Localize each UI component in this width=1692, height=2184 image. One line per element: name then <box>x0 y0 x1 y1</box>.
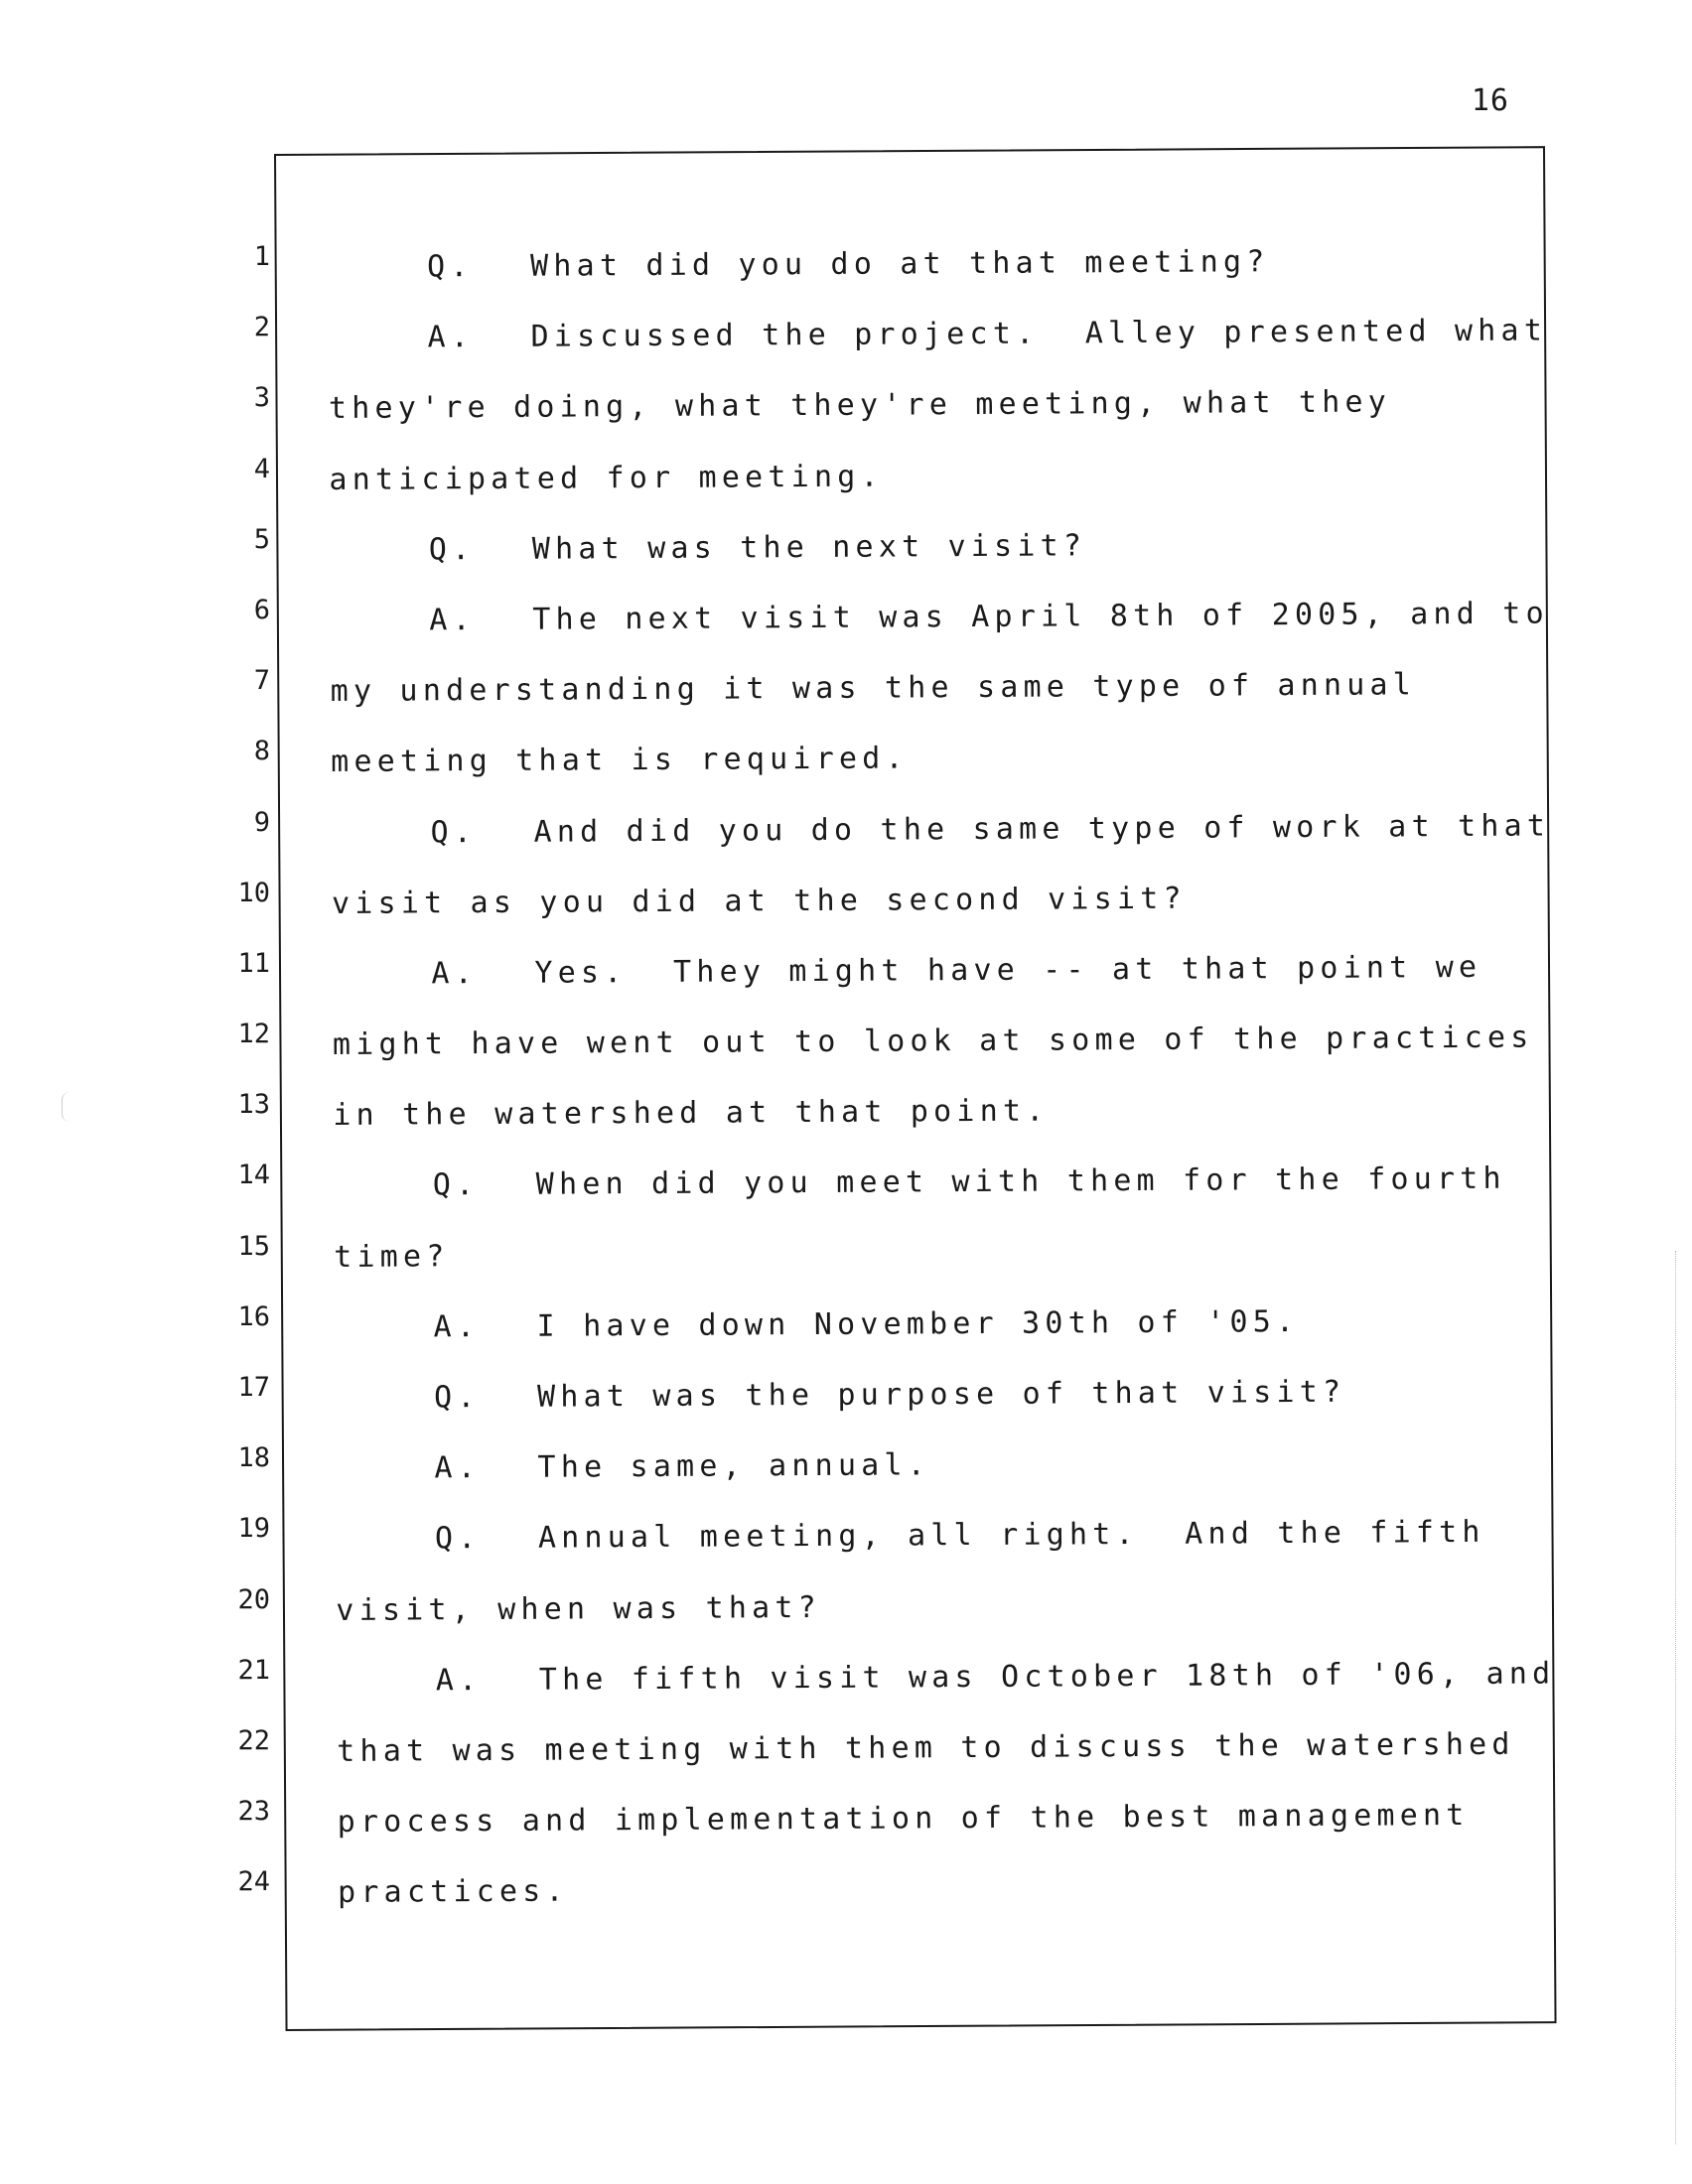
speaker-label: A. <box>427 320 475 355</box>
transcript-line <box>338 1868 1529 1947</box>
speaker-label: Q. <box>433 1380 481 1416</box>
transcript-line <box>332 1020 1534 1099</box>
line-text: What was the next visit? <box>531 528 1087 567</box>
speaker-label: Q. <box>434 1521 482 1557</box>
speaker-label: Q. <box>432 1167 480 1203</box>
line-text: I have down November 30th of '05. <box>536 1303 1300 1344</box>
line-text: that was meeting with them to discuss the watershed <box>337 1726 1515 1769</box>
line-number: 7 <box>253 665 270 697</box>
line-text: What did you do at that meeting? <box>529 244 1270 284</box>
line-number: 10 <box>237 877 270 908</box>
line-number: 14 <box>237 1160 270 1191</box>
line-number: 4 <box>253 453 270 484</box>
line-text: they're doing, what they're meeting, what they <box>328 384 1392 427</box>
line-text: visit as you did at the second visit? <box>331 881 1187 921</box>
transcript-body <box>328 243 1556 1947</box>
transcript-line <box>330 596 1549 675</box>
speaker-label: Q. <box>430 814 478 850</box>
transcript-line <box>331 667 1522 746</box>
line-number: 18 <box>237 1442 270 1474</box>
line-number: 1 <box>253 241 270 272</box>
transcript-line <box>334 1161 1525 1240</box>
line-text: time? <box>334 1238 450 1275</box>
scan-edge-mark <box>1675 1251 1678 2144</box>
line-text: When did you meet with them for the fourth <box>535 1161 1506 1203</box>
line-text: Annual meeting, all right. And the fifth <box>537 1515 1485 1557</box>
transcript-line <box>332 950 1523 1028</box>
line-number: 12 <box>237 1019 270 1050</box>
transcript-line <box>330 525 1521 604</box>
page-number: 16 <box>1471 83 1509 118</box>
transcript-line <box>335 1374 1526 1452</box>
transcript-line <box>337 1727 1528 1806</box>
transcript-line <box>335 1444 1526 1523</box>
line-number: 2 <box>253 312 270 343</box>
line-number: 22 <box>237 1724 270 1756</box>
speaker-label: Q. <box>428 531 476 568</box>
line-number: 3 <box>253 382 270 414</box>
transcript-line <box>331 807 1551 887</box>
line-text: visit, when was that? <box>336 1589 821 1628</box>
line-text: might have went out to look at some of the practices <box>332 1020 1534 1063</box>
line-text: And did you do the same type of work at that <box>533 807 1551 850</box>
line-text: process and implementation of the best management <box>337 1798 1470 1841</box>
line-number: 23 <box>237 1796 270 1828</box>
transcript-line <box>335 1302 1526 1381</box>
transcript-line <box>333 1091 1524 1169</box>
line-number: 20 <box>237 1583 270 1615</box>
transcript-line <box>331 738 1522 816</box>
line-text: Yes. They might have -- at that point we <box>534 949 1482 991</box>
transcript-line <box>328 243 1519 322</box>
line-number: 13 <box>237 1089 270 1121</box>
speaker-label: A. <box>431 955 479 992</box>
transcript-line <box>332 879 1523 957</box>
transcript-line <box>329 455 1520 533</box>
line-text: Discussed the project. Alley presented what <box>530 313 1548 354</box>
line-number: 16 <box>237 1300 270 1332</box>
line-text: anticipated for meeting. <box>329 459 884 497</box>
line-text: practices. <box>338 1873 569 1911</box>
scan-mark <box>62 1092 70 1122</box>
line-number: 24 <box>237 1866 270 1898</box>
speaker-label: A. <box>433 1308 481 1345</box>
line-number: 17 <box>237 1372 270 1403</box>
line-number-column <box>209 242 270 1939</box>
line-number: 21 <box>237 1654 270 1686</box>
line-number: 19 <box>237 1513 270 1545</box>
transcript-line <box>329 384 1520 463</box>
line-text: The fifth visit was October 18th of '06, and <box>538 1656 1556 1698</box>
line-text: meeting that is required. <box>331 741 909 780</box>
line-number: 15 <box>237 1230 270 1262</box>
line-text: The same, annual. <box>537 1447 931 1485</box>
transcript-line <box>338 1798 1529 1876</box>
transcript-line <box>328 313 1548 392</box>
speaker-label: Q. <box>426 249 474 285</box>
line-number: 8 <box>253 736 270 767</box>
transcript-line <box>336 1515 1527 1593</box>
transcript-line <box>336 1585 1527 1664</box>
transcript-line <box>334 1232 1525 1310</box>
line-text: in the watershed at that point. <box>333 1093 1050 1134</box>
line-number: 5 <box>253 523 270 555</box>
line-text: What was the purpose of that visit? <box>536 1374 1346 1415</box>
speaker-label: A. <box>434 1450 482 1486</box>
line-text: The next visit was April 8th of 2005, and to <box>532 596 1549 637</box>
line-number: 6 <box>253 594 270 625</box>
speaker-label: A. <box>435 1662 483 1699</box>
transcript-line <box>337 1656 1556 1734</box>
speaker-label: A. <box>429 603 476 638</box>
line-number: 9 <box>253 806 270 838</box>
line-text: my understanding it was the same type of annual <box>330 667 1417 710</box>
line-number: 11 <box>237 947 270 979</box>
